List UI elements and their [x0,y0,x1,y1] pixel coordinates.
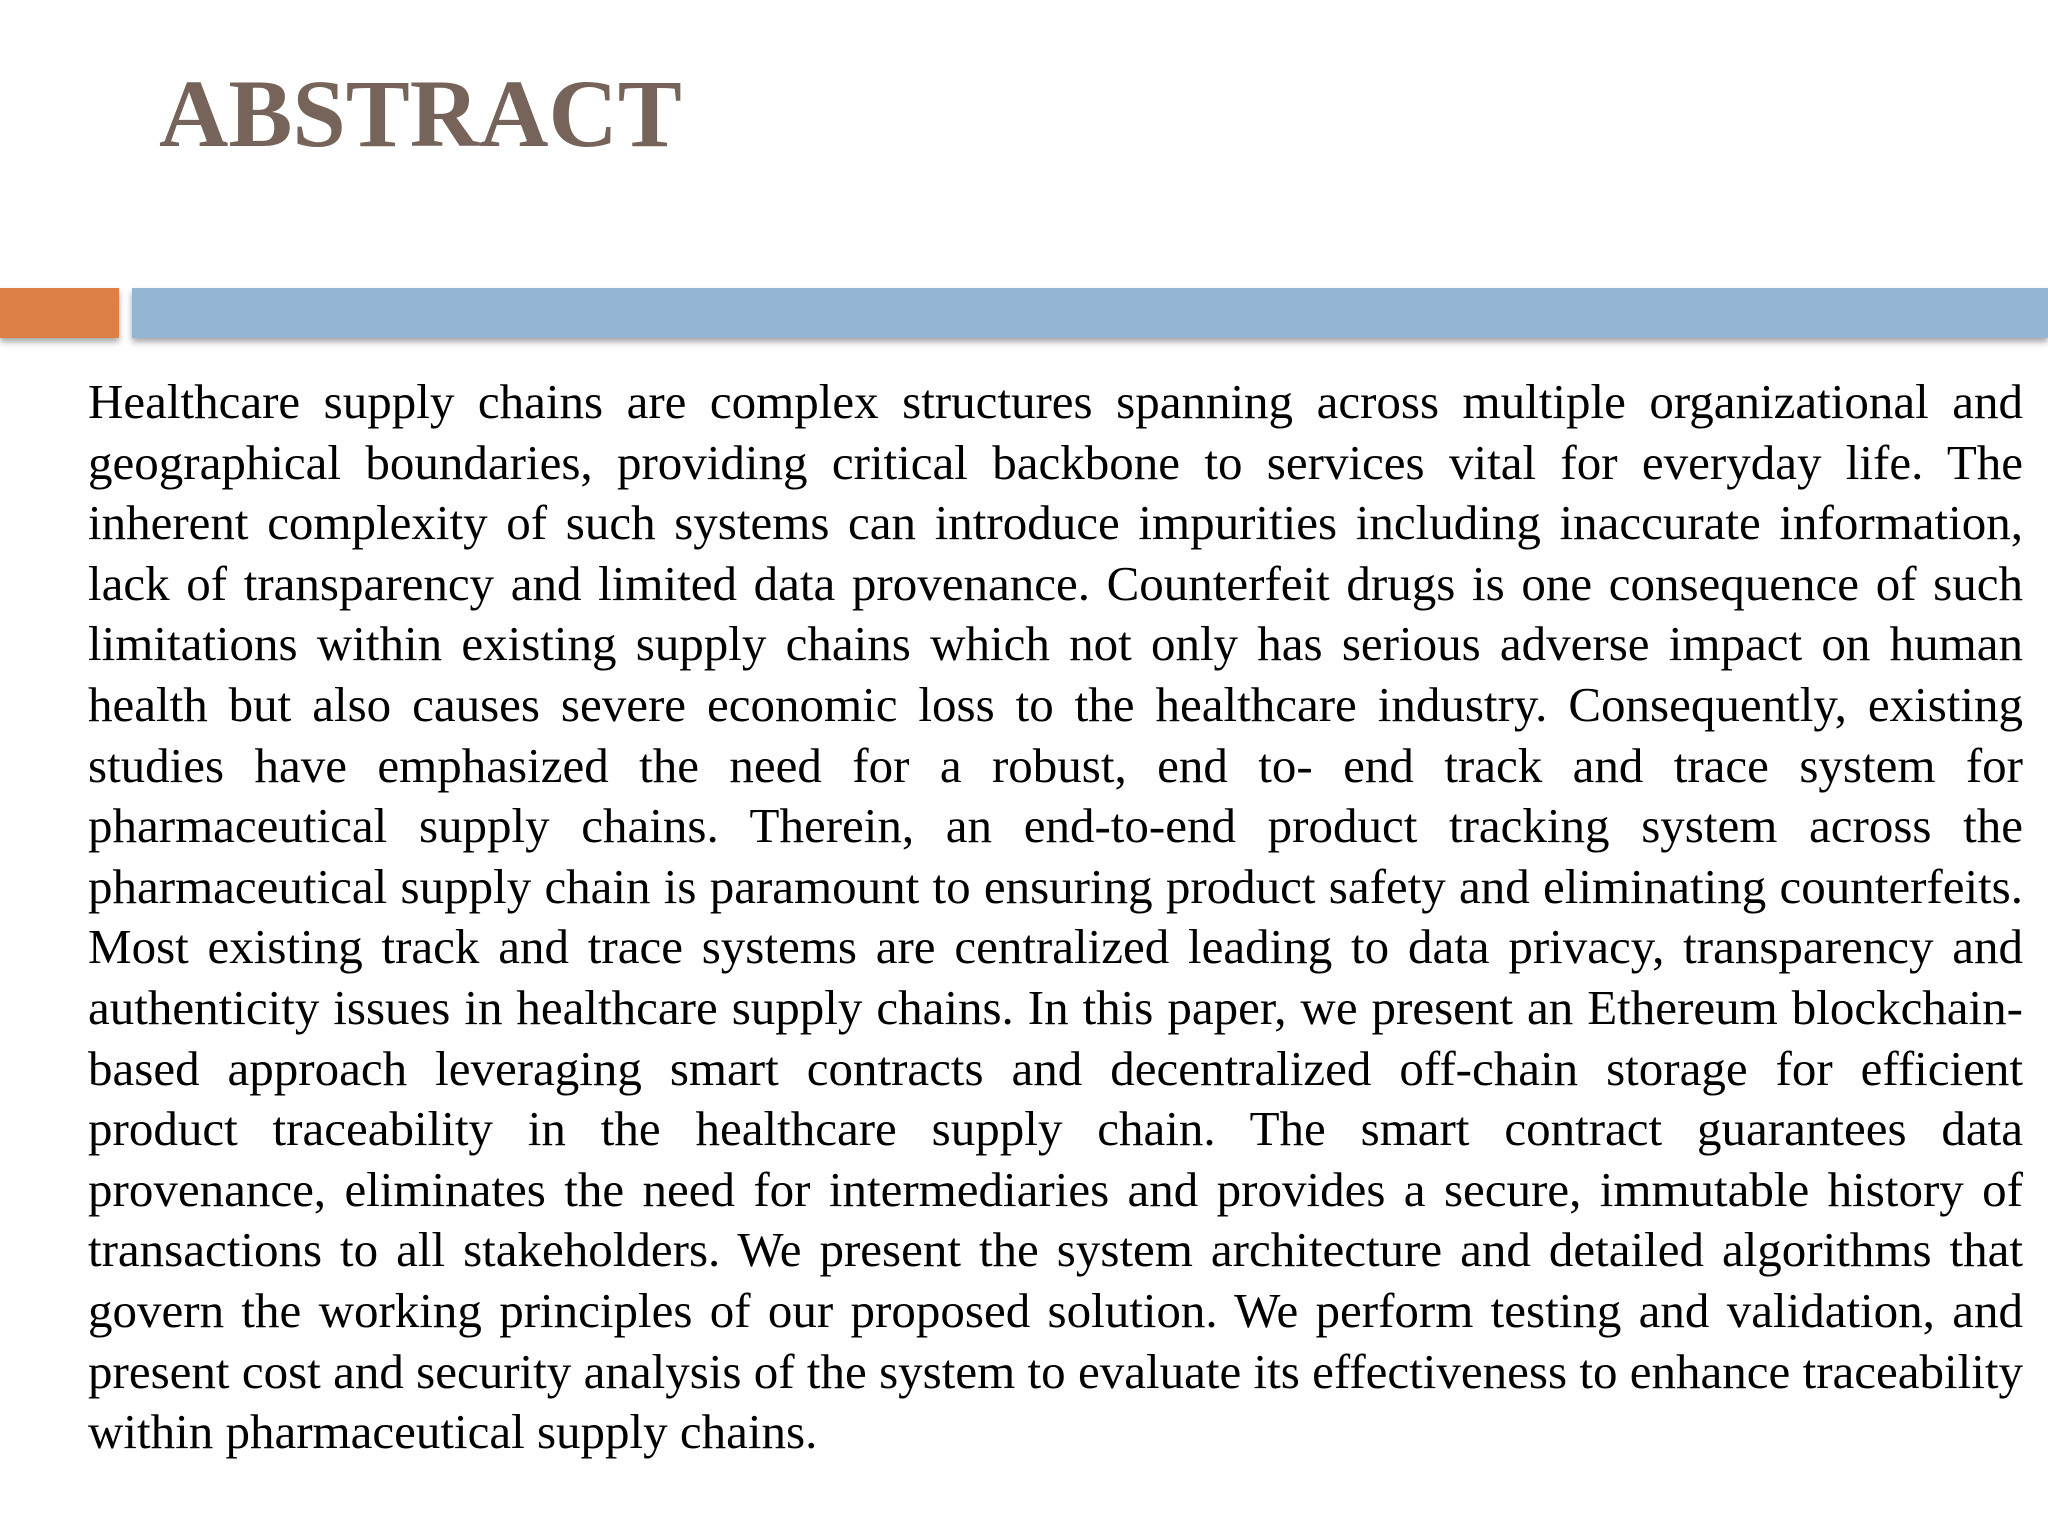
orange-accent-bar [0,288,119,338]
blue-header-bar [132,288,2048,338]
slide-title: ABSTRACT [159,60,682,167]
abstract-body-text: Healthcare supply chains are complex structures spanning across multiple organizational and geographical boundaries, providing critical backbone to services vital for everyday life. The inherent complexity of such systems can introduce impurities including inaccurate information, lack of transparency and limited data provenance. Counterfeit drugs is one consequence of such limitations within existing supply chains which not only has serious adverse impact on human health but also causes severe economic loss to the healthcare industry. Consequently, existing studies have emphasized the need for a robust, end to- end track and trace system for pharmaceutical supply chains. Therein, an end-to-end product tracking system across the pharmaceutical supply chain is paramount to ensuring product safety and eliminating counterfeits. Most existing track and trace systems are centralized leading to data privacy, transparency and authenticity issues in healthcare supply chains. In this paper, we present an Ethereum blockchain-based approach leveraging smart contracts and decentralized off-chain storage for efficient product traceability in the healthcare supply chain. The smart contract guarantees data provenance, eliminates the need for intermediaries and provides a secure, immutable history of transactions to all stakeholders. We present the system architecture and detailed algorithms that govern the working principles of our proposed solution. We perform testing and validation, and present cost and security analysis of the system to evaluate its effectiveness to enhance traceability within pharmaceutical supply chains. [88,374,2023,1460]
